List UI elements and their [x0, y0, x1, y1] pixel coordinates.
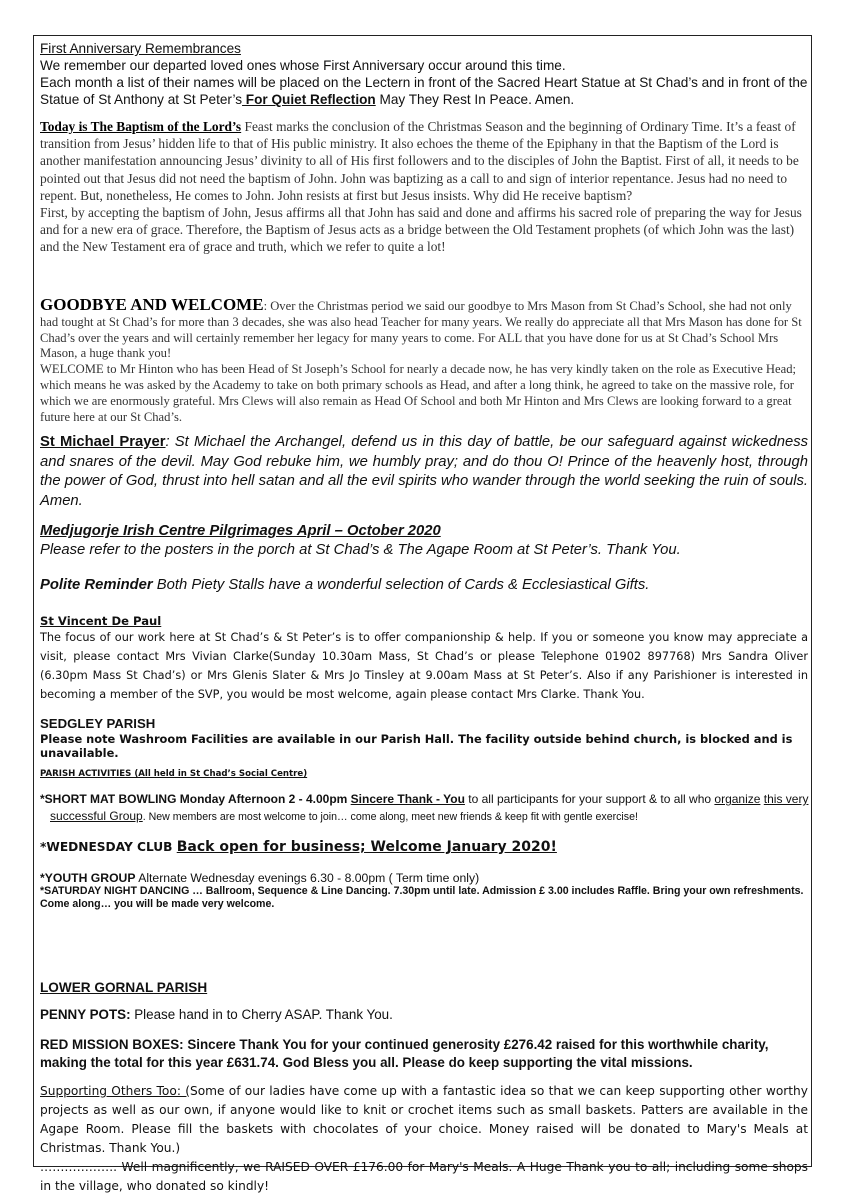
anniversary-line3: May They Rest In Peace. Amen.	[375, 92, 575, 107]
anniversary-section	[40, 40, 810, 108]
supporting-lead: Supporting Others Too: (	[40, 1084, 190, 1098]
wednesday-club	[40, 839, 810, 855]
prayer-lead: St Michael Prayer	[40, 434, 166, 450]
medjugorje-heading: Medjugorje Irish Centre Pilgrimages April – October 2020	[40, 523, 441, 539]
washroom-note: Please note Washroom Facilities are available in our Parish Hall. The facility outside behind church, is blocked and is unavailable.	[40, 732, 793, 760]
penny-pots-text: Please hand in to Cherry ASAP. Thank You.	[130, 1007, 393, 1022]
wednesday-em: Back open for business; Welcome January 2020!	[176, 839, 557, 855]
saturday-dancing: *SATURDAY NIGHT DANCING … Ballroom, Sequence & Line Dancing. 7.30pm until late. Admission £ 3.00 includes Raffle. Bring your own refreshments. Come along… you will be made very welcome.	[40, 885, 804, 910]
bowling-organize: organize	[714, 792, 761, 806]
sedgley-section	[40, 716, 810, 911]
youth-group	[40, 871, 810, 885]
reminder-text: Both Piety Stalls have a wonderful selection of Cards & Ecclesiastical Gifts.	[152, 577, 650, 593]
baptism-para2: First, by accepting the baptism of John, Jesus affirms all that John has said and done and affirms his sacred role of preparing the way for Jesus and for a new era of grace. Therefore, the Baptism of Jesus acts as a bridge between the Old Testament prophets (of which John was the last) and the New Testament era of grace and truth, which we refer to quite a lot!	[40, 205, 802, 255]
goodbye-heading: GOODBYE AND WELCOME	[40, 295, 264, 314]
anniversary-line1: We remember our departed loved ones whose First Anniversary occur around this time.	[40, 58, 566, 73]
bowling-tail: . New members are most welcome to join… come along, meet new friends & keep fit with gentle exercise!	[142, 811, 638, 823]
bowling-bold: *SHORT MAT BOWLING Monday Afternoon 2 - 4.00pm	[40, 792, 351, 806]
youth-bold: *YOUTH GROUP	[40, 871, 136, 885]
activities-heading: PARISH ACTIVITIES (All held in St Chad’s Social Centre)	[40, 769, 308, 779]
bowling-this: this very	[763, 792, 809, 806]
red-mission-boxes: RED MISSION BOXES: Sincere Thank You for your continued generosity £276.42 raised for this worthwhile charity, making the total for this year £631.74. God Bless you all. Please do keep supporting the vital missions.	[40, 1037, 769, 1070]
bowling-successful: successful Group	[50, 809, 143, 823]
gornal-section	[40, 980, 810, 1071]
gornal-heading: LOWER GORNAL PARISH	[40, 980, 208, 995]
bowling-thanks: Sincere Thank - You	[350, 792, 465, 806]
prayer-text: : St Michael the Archangel, defend us in this day of battle, be our safeguard against wickedness and snares of the devil. May God rebuke him, we humbly pray; and do thou O! Prince of the heavenly host, through the power of God, thrust into hell satan and all the evil spirits who wander through the world seeking the ruin of souls. Amen.	[40, 434, 808, 509]
baptism-para1: Feast marks the conclusion of the Christmas Season and the beginning of Ordinary Time. It’s a feast of transition from Jesus’ hidden life to that of His public ministry. It also echoes the theme of the Epiphany in that the Baptism of the Lord is another manifestation announcing Jesus’ divinity to all of His first followers and to the disciples of John the Baptist. First of all, it needs to be pointed out that Jesus did not need the baptism of John. John was baptizing as a call to and sign of interior repentance. Jesus had no need to repent. But, nonetheless, He comes to John. John resists at first but Jesus insists. Why did He receive baptism?	[40, 119, 799, 203]
bowling-text	[40, 791, 810, 826]
goodbye-section	[40, 297, 808, 425]
raised-text: ………………. Well magnificently, we RAISED OVER £176.00 for Mary's Meals. A Huge Thank you to all; including some shops in the village, who donated so kindly!	[40, 1160, 808, 1193]
sedgley-heading: SEDGLEY PARISH	[40, 716, 156, 731]
penny-pots	[40, 1007, 810, 1022]
medjugorje-text: Please refer to the posters in the porch at St Chad’s & The Agape Room at St Peter’s. Thank You.	[40, 542, 681, 558]
anniversary-emphasis: For Quiet Reflection	[242, 92, 376, 107]
medjugorje-section	[40, 522, 808, 560]
anniversary-line2: Each month a list of their names will be placed on the Lectern in front of the Sacred Heart Statue at St Chad’s and in front of the Statue of St Anthony at St Peter’s	[40, 75, 808, 107]
reminder-lead: Polite Reminder	[40, 577, 153, 593]
penny-pots-bold: PENNY POTS:	[40, 1007, 131, 1022]
svp-text: The focus of our work here at St Chad’s & St Peter’s is to offer companionship & help. If you or someone you know may appreciate a visit, please contact Mrs Vivian Clarke(Sunday 10.30am Mass, St Chad’s or please Telephone 01902 897768) Mrs Sandra Oliver (6.30pm Mass St Chad’s) or Mrs Glenis Slater & Mrs Jo Tinsley at 9.00am Mass at St Peter’s. Also if any Parishioner is interested in becoming a member of the SVP, you would be most welcome, again please contact Mrs Clarke. Thank You.	[40, 631, 808, 701]
reminder-section	[40, 576, 808, 595]
baptism-section	[40, 118, 808, 256]
svp-heading: St Vincent De Paul	[40, 614, 162, 628]
supporting-section	[40, 1082, 808, 1196]
bowling-mid: to all participants for your support & to all who	[464, 792, 715, 806]
supporting-text: Some of our ladies have come up with a fantastic idea so that we can keep supporting other worthy projects as well as our own, if anyone would like to knit or crochet items such as small baskets. Patters are available in the Agape Room. Please fill the baskets with chocolates of your choice. Money raised will be donated to Mary's Meals at Christmas. Thank You.)	[40, 1084, 808, 1155]
goodbye-para2: WELCOME to Mr Hinton who has been Head of St Joseph’s School for nearly a decade now, he has very kindly taken on the role as Executive Head; which means he was asked by the Academy to take on both primary schools as Head, and after a long think, he agreed to take on the massive role, for which we are enormously grateful. Mrs Clews will also remain as Head Of School and both Mr Hinton and Mrs Clews are looking forward to a great future here at our St Chad’s.	[40, 362, 797, 424]
anniversary-heading: First Anniversary Remembrances	[40, 41, 241, 56]
baptism-lead: Today is The Baptism of the Lord’s	[40, 119, 242, 134]
bowling-space2	[40, 809, 50, 823]
youth-text: Alternate Wednesday evenings 6.30 - 8.00pm ( Term time only)	[135, 871, 480, 885]
prayer-section	[40, 433, 808, 511]
goodbye-para1: : Over the Christmas period we said our goodbye to Mrs Mason from St Chad’s School, she had not only had tought at St Chad’s for more than 3 decades, she was also head Teacher for many years. We really do appreciate all that Mrs Mason has done for St Chad’s over the years and will certainly remember her legacy for many years to come. For ALL that you have done for us at St Chad’s School Mrs Mason, a huge thank you!	[40, 299, 802, 361]
svp-section	[40, 614, 808, 704]
wednesday-label: *WEDNESDAY CLUB	[40, 840, 177, 854]
